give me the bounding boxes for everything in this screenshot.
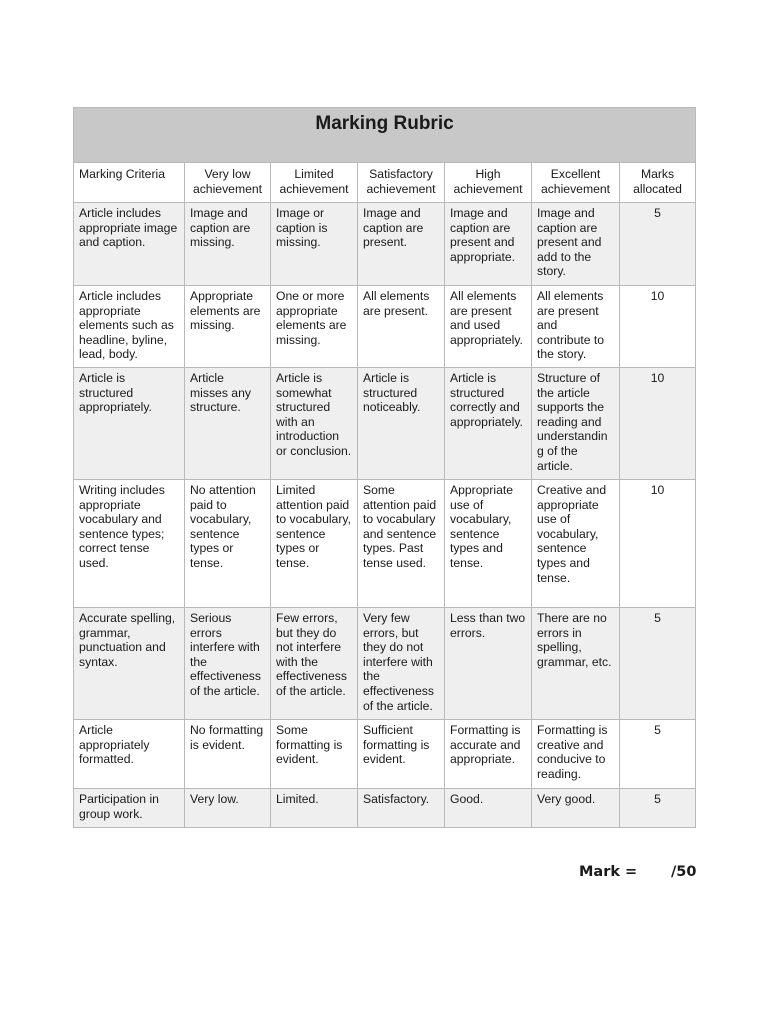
rubric-cell-very-low: No attention paid to vocabulary, sentence types or tense. (185, 480, 271, 608)
rubric-row (74, 203, 696, 286)
rubric-cell-limited: Article is somewhat structured with an introduction or conclusion. (271, 368, 358, 480)
rubric-cell-criteria: Article is structured appropriately. (74, 368, 185, 480)
rubric-cell-high: Image and caption are present and appropriate. (445, 203, 532, 286)
rubric-cell-excellent: There are no errors in spelling, grammar, etc. (532, 608, 620, 720)
rubric-cell-satisfactory: All elements are present. (358, 286, 445, 368)
rubric-cell-very-low: Very low. (185, 789, 271, 828)
rubric-cell-limited: Some formatting is evident. (271, 720, 358, 789)
rubric-cell-criteria: Article includes appropriate image and caption. (74, 203, 185, 286)
rubric-cell-satisfactory: Article is structured noticeably. (358, 368, 445, 480)
column-header-satisfactory: Satisfactory achievement (358, 163, 445, 203)
rubric-cell-criteria: Article includes appropriate elements such as headline, byline, lead, body. (74, 286, 185, 368)
rubric-cell-marks: 10 (620, 286, 696, 368)
rubric-cell-excellent: Very good. (532, 789, 620, 828)
rubric-cell-criteria: Article appropriately formatted. (74, 720, 185, 789)
rubric-cell-very-low: Article misses any structure. (185, 368, 271, 480)
rubric-cell-excellent: All elements are present and contribute to the story. (532, 286, 620, 368)
mark-total-line (579, 864, 699, 884)
rubric-cell-marks: 10 (620, 480, 696, 608)
rubric-cell-very-low: No formatting is evident. (185, 720, 271, 789)
rubric-cell-limited: Limited. (271, 789, 358, 828)
column-header-limited: Limited achievement (271, 163, 358, 203)
column-header-criteria: Marking Criteria (74, 163, 185, 203)
rubric-row (74, 286, 696, 368)
rubric-cell-very-low: Image and caption are missing. (185, 203, 271, 286)
column-header-excellent: Excellent achievement (532, 163, 620, 203)
rubric-cell-criteria: Accurate spelling, grammar, punctuation and syntax. (74, 608, 185, 720)
rubric-row (74, 368, 696, 480)
rubric-cell-criteria: Participation in group work. (74, 789, 185, 828)
rubric-cell-excellent: Creative and appropriate use of vocabulary, sentence types and tense. (532, 480, 620, 608)
rubric-cell-satisfactory: Some attention paid to vocabulary and sentence types. Past tense used. (358, 480, 445, 608)
rubric-cell-limited: Limited attention paid to vocabulary, sentence types or tense. (271, 480, 358, 608)
column-header-very-low: Very low achievement (185, 163, 271, 203)
column-header-row (74, 163, 696, 203)
rubric-cell-high: Article is structured correctly and appropriately. (445, 368, 532, 480)
rubric-cell-satisfactory: Very few errors, but they do not interfere with the effectiveness of the article. (358, 608, 445, 720)
rubric-cell-limited: Few errors, but they do not interfere with the effectiveness of the article. (271, 608, 358, 720)
rubric-cell-satisfactory: Image and caption are present. (358, 203, 445, 286)
rubric-cell-satisfactory: Satisfactory. (358, 789, 445, 828)
rubric-cell-marks: 5 (620, 789, 696, 828)
rubric-cell-excellent: Structure of the article supports the reading and understanding of the article. (532, 368, 620, 480)
rubric-cell-high: Good. (445, 789, 532, 828)
column-header-marks: Marks allocated (620, 163, 696, 203)
rubric-cell-limited: Image or caption is missing. (271, 203, 358, 286)
marking-rubric-table (73, 107, 696, 828)
rubric-cell-very-low: Appropriate elements are missing. (185, 286, 271, 368)
rubric-cell-satisfactory: Sufficient formatting is evident. (358, 720, 445, 789)
rubric-cell-high: All elements are present and used appropriately. (445, 286, 532, 368)
rubric-cell-marks: 5 (620, 720, 696, 789)
rubric-row (74, 480, 696, 608)
mark-total: /50 (671, 864, 697, 880)
rubric-row (74, 789, 696, 828)
rubric-row (74, 720, 696, 789)
rubric-cell-limited: One or more appropriate elements are missing. (271, 286, 358, 368)
rubric-cell-excellent: Formatting is creative and conducive to reading. (532, 720, 620, 789)
rubric-title: Marking Rubric (74, 108, 696, 163)
column-header-high: High achievement (445, 163, 532, 203)
rubric-cell-criteria: Writing includes appropriate vocabulary and sentence types; correct tense used. (74, 480, 185, 608)
rubric-cell-marks: 5 (620, 203, 696, 286)
rubric-row (74, 608, 696, 720)
rubric-cell-excellent: Image and caption are present and add to the story. (532, 203, 620, 286)
rubric-cell-marks: 10 (620, 368, 696, 480)
rubric-cell-very-low: Serious errors interfere with the effectiveness of the article. (185, 608, 271, 720)
rubric-cell-marks: 5 (620, 608, 696, 720)
rubric-cell-high: Less than two errors. (445, 608, 532, 720)
rubric-cell-high: Formatting is accurate and appropriate. (445, 720, 532, 789)
mark-label: Mark = (579, 864, 638, 880)
rubric-cell-high: Appropriate use of vocabulary, sentence types and tense. (445, 480, 532, 608)
